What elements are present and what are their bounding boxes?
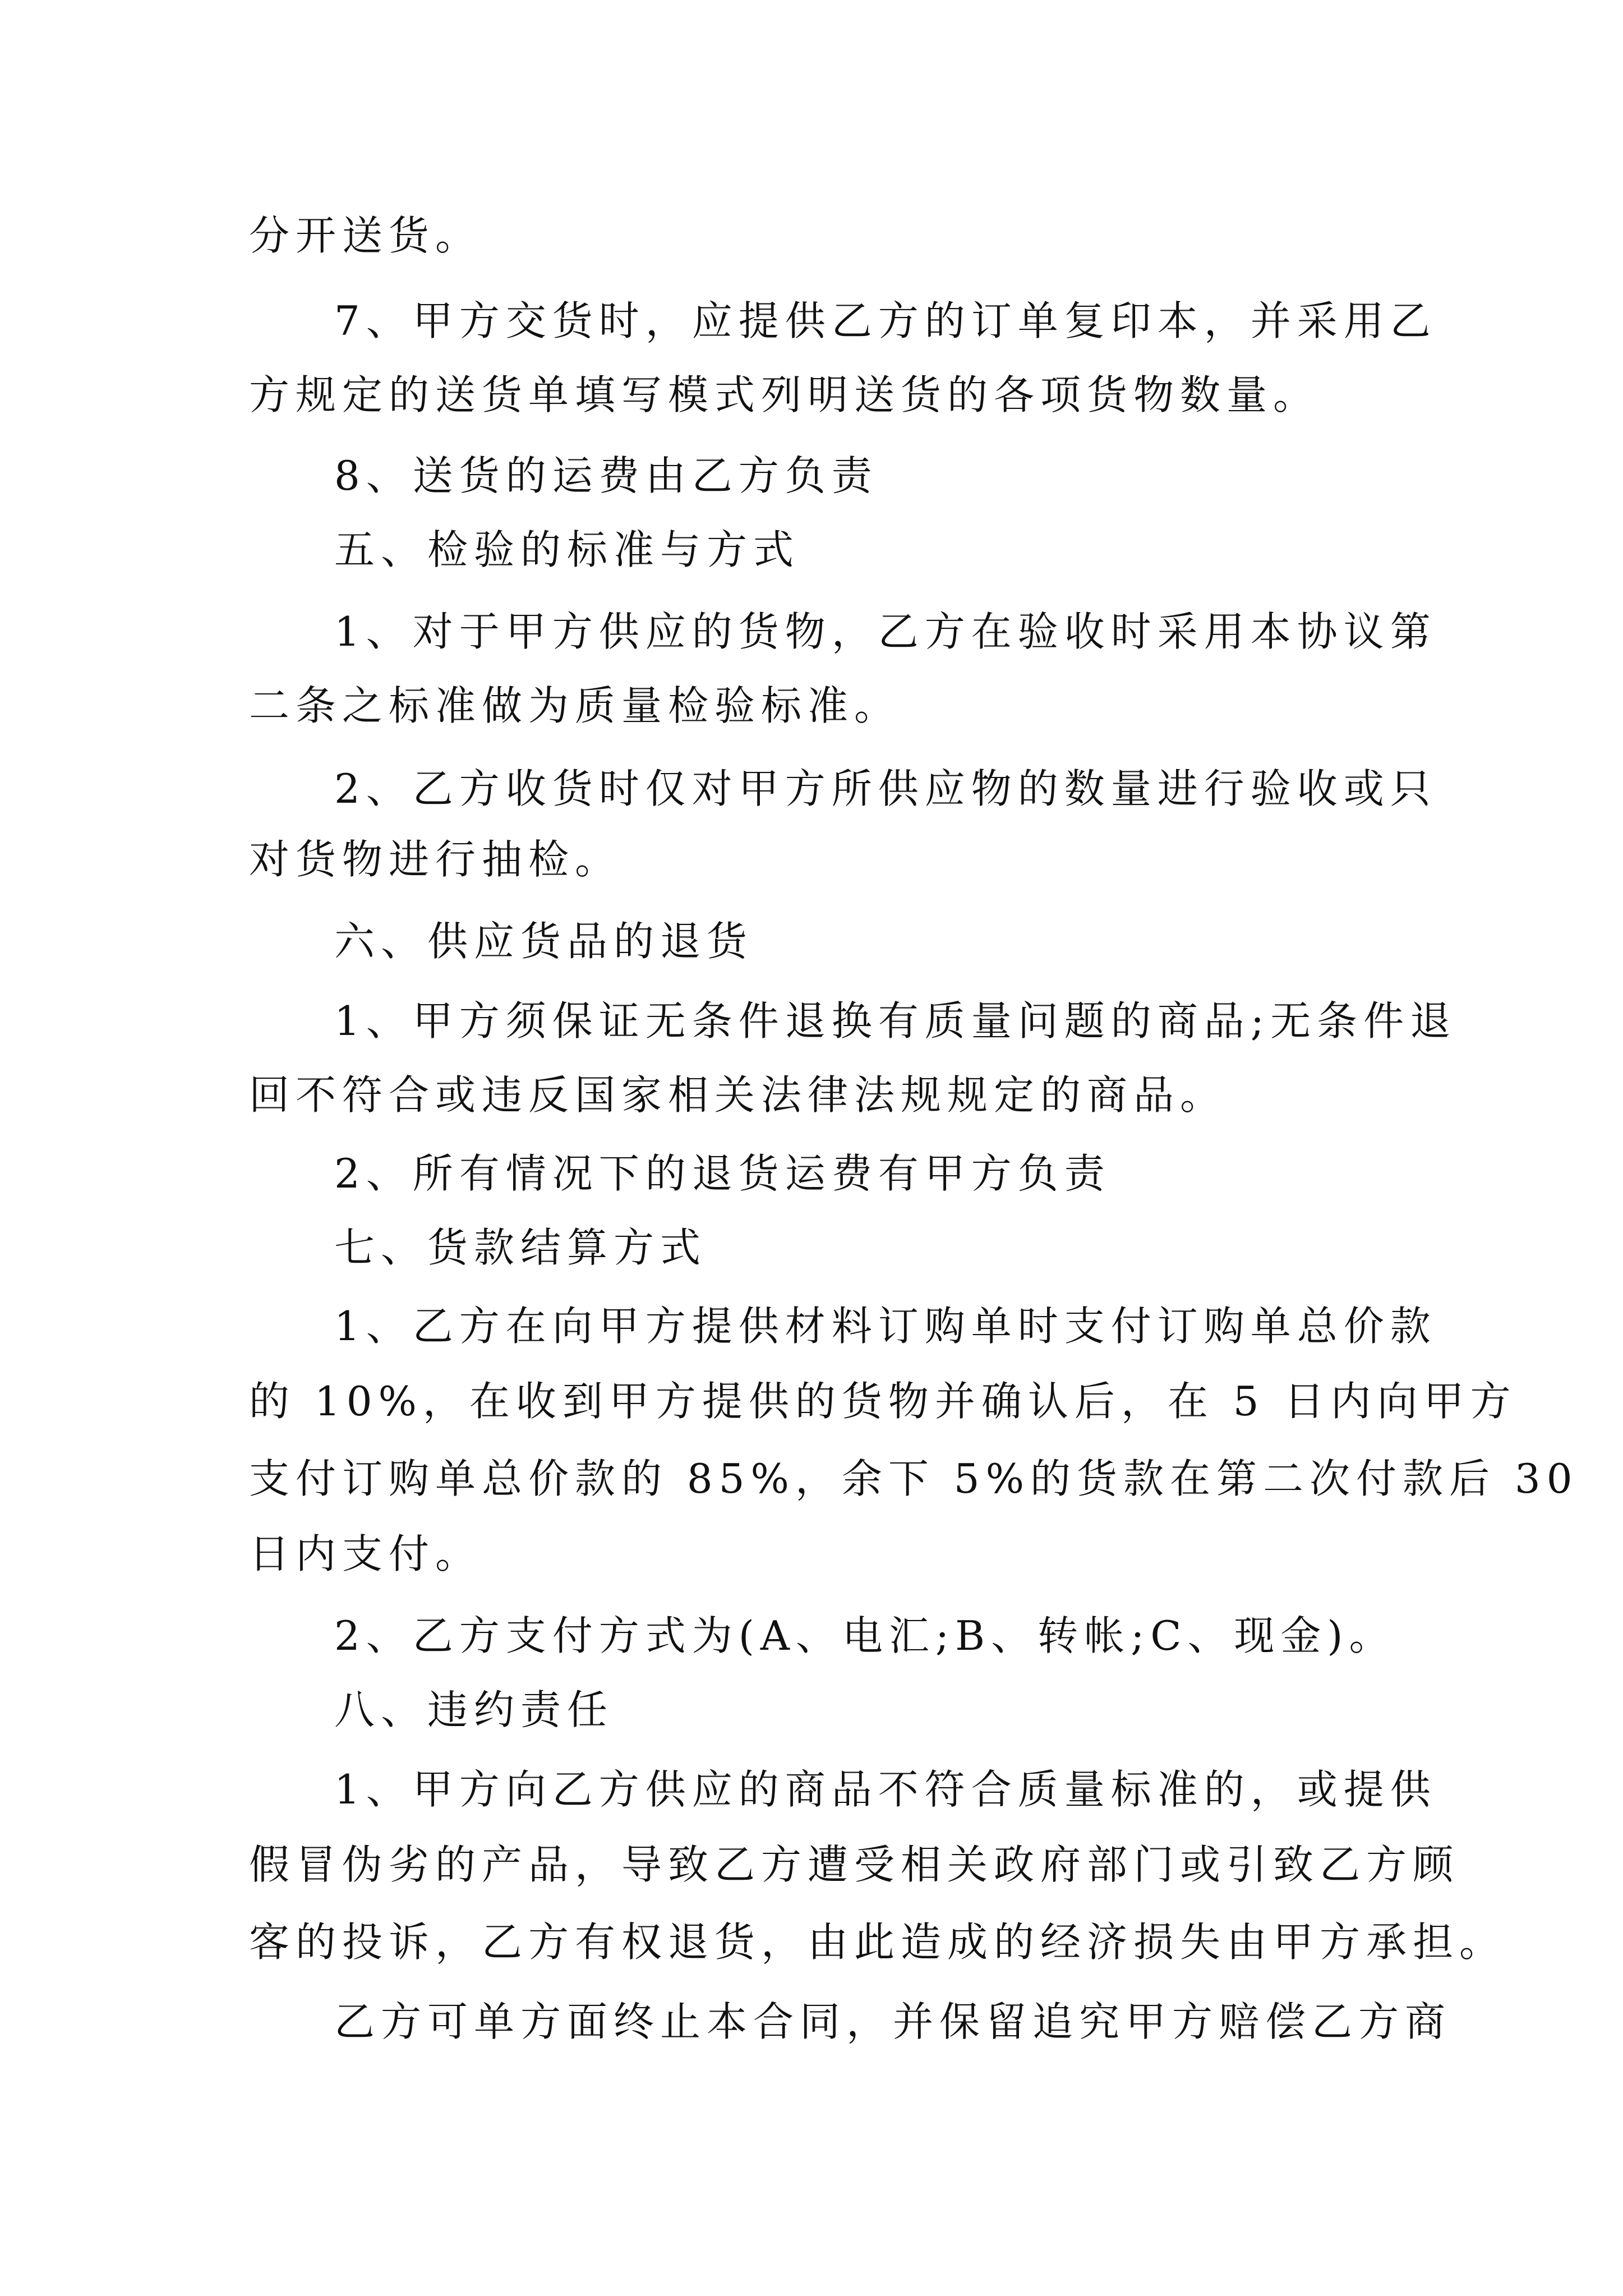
text-line-24: 乙方可单方面终止本合同，并保留追究甲方赔偿乙方商	[334, 1998, 1452, 2045]
text-line-18: 日内支付。	[249, 1530, 482, 1577]
text-line-1: 分开送货。	[249, 212, 482, 259]
text-line-6: 1、对于甲方供应的货物，乙方在验收时采用本协议第	[334, 608, 1437, 655]
text-line-8: 2、乙方收货时仅对甲方所供应物的数量进行验收或只	[334, 765, 1437, 812]
text-line-16: 的 10%，在收到甲方提供的货物并确认后，在 5 日内向甲方	[249, 1378, 1517, 1425]
text-line-22: 假冒伪劣的产品，导致乙方遭受相关政府部门或引致乙方顾	[249, 1841, 1460, 1888]
text-line-23: 客的投诉，乙方有权退货，由此造成的经济损失由甲方承担。	[249, 1918, 1506, 1966]
text-line-17: 支付订购单总价款的 85%，余下 5%的货款在第二次付款后 30	[249, 1455, 1579, 1502]
text-line-11: 1、甲方须保证无条件退换有质量问题的商品;无条件退	[334, 997, 1457, 1045]
text-line-7: 二条之标准做为质量检验标准。	[249, 682, 901, 729]
text-line-19: 2、乙方支付方式为(A、电汇;B、转帐;C、现金)。	[334, 1612, 1396, 1659]
text-line-9: 对货物进行抽检。	[249, 836, 622, 883]
text-line-13: 2、所有情况下的退货运费有甲方负责	[334, 1150, 1111, 1197]
text-line-2: 7、甲方交货时，应提供乙方的订单复印本，并采用乙	[334, 297, 1437, 344]
section-heading-6: 六、供应货品的退货	[334, 918, 754, 965]
section-heading-7: 七、货款结算方式	[334, 1224, 707, 1271]
text-line-3: 方规定的送货单填写模式列明送货的各项货物数量。	[249, 371, 1320, 418]
text-line-15: 1、乙方在向甲方提供材料订购单时支付订购单总价款	[334, 1303, 1437, 1350]
text-line-12: 回不符合或违反国家相关法律法规规定的商品。	[249, 1071, 1227, 1119]
text-line-4: 8、送货的运费由乙方负责	[334, 452, 878, 499]
text-line-21: 1、甲方向乙方供应的商品不符合质量标准的，或提供	[334, 1766, 1437, 1813]
section-heading-8: 八、违约责任	[334, 1686, 614, 1733]
section-heading-5: 五、检验的标准与方式	[334, 526, 800, 573]
